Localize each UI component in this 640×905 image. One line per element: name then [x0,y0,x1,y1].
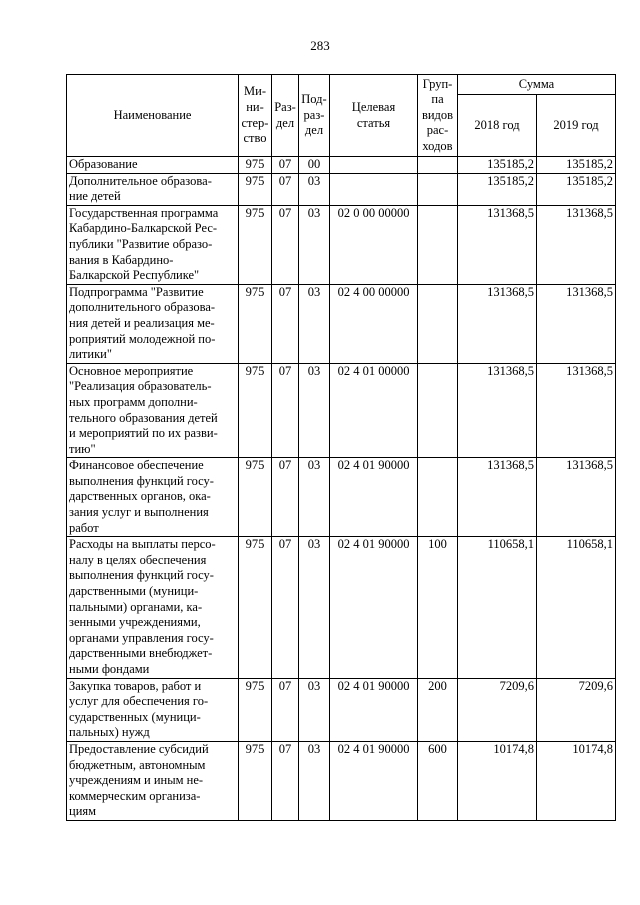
name-line: тельного образования детей [69,410,218,425]
name-line: Закупка товаров, работ и [69,678,202,693]
cell-target: 02 4 00 00000 [330,284,418,363]
cell-target [330,173,418,205]
header-line: ни- [246,99,264,114]
name-line: пальных) нужд [69,725,150,740]
table-row [67,157,616,174]
cell-name [67,205,239,284]
header-line: видов [421,107,454,122]
cell-subsection: 00 [299,157,330,174]
name-line: зания услуг и выполнения [69,505,209,520]
cell-subsection: 03 [299,678,330,741]
cell-sum-2019: 131368,5 [537,284,616,363]
cell-target: 02 4 01 90000 [330,678,418,741]
cell-subsection: 03 [299,173,330,205]
name-line: роприятий молодежной по- [69,331,216,346]
table-row [67,284,616,363]
cell-section: 07 [272,284,299,363]
header-ministry [239,75,272,157]
table-row [67,678,616,741]
header-line: дел [275,115,295,130]
cell-section: 07 [272,741,299,820]
name-line: пальными) органами, ка- [69,599,203,614]
cell-sum-2019: 131368,5 [537,458,616,537]
name-line: бюджетным, автономным [69,757,206,772]
name-line: выполнения функций госу- [69,568,214,583]
name-line: ными фондами [69,662,150,676]
name-line: "Реализация образователь- [69,379,212,394]
cell-subsection: 03 [299,363,330,458]
table-row [67,173,616,205]
cell-subsection: 03 [299,284,330,363]
cell-name [67,537,239,678]
name-line: выполнения функций госу- [69,473,214,488]
cell-sum-2018: 135185,2 [458,173,537,205]
name-line: дополнительного образова- [69,300,216,315]
cell-name [67,678,239,741]
cell-subsection: 03 [299,458,330,537]
header-name: Наименование [67,75,239,157]
cell-expense-group [418,173,458,205]
page-number: 283 [310,38,330,53]
name-line: Балкарской Республике" [69,268,200,283]
name-line: публики "Развитие образо- [69,236,213,251]
cell-sum-2018: 131368,5 [458,284,537,363]
cell-ministry: 975 [239,284,272,363]
cell-section: 07 [272,173,299,205]
cell-name [67,458,239,537]
name-line: Предоставление субсидий [69,741,209,756]
name-line: дарственными внебюджет- [69,646,213,661]
cell-sum-2018: 131368,5 [458,458,537,537]
header-sum: Сумма [458,75,616,95]
table-row [67,363,616,458]
cell-sum-2018: 131368,5 [458,363,537,458]
cell-name [67,173,239,205]
cell-ministry: 975 [239,537,272,678]
cell-name [67,157,239,174]
name-line: Дополнительное образова- [69,173,212,188]
name-line: Кабардино-Балкарской Рес- [69,221,218,236]
header-line: Ми- [244,84,266,99]
cell-name [67,741,239,820]
name-line: органами управления госу- [69,630,214,645]
name-line: налу в целях обеспечения [69,552,207,567]
cell-section: 07 [272,458,299,537]
cell-sum-2018: 110658,1 [458,537,537,678]
cell-sum-2019: 131368,5 [537,363,616,458]
header-line: Груп- [422,76,453,91]
cell-sum-2019: 135185,2 [537,173,616,205]
cell-target: 02 4 01 90000 [330,537,418,678]
name-line: сударственных (муници- [69,709,201,724]
cell-sum-2019: 110658,1 [537,537,616,678]
name-line: литики" [69,347,112,362]
cell-expense-group [418,205,458,284]
name-line: дарственными (муници- [69,584,199,599]
cell-expense-group: 200 [418,678,458,741]
header-line: раз- [303,107,325,122]
name-line: Основное мероприятие [69,363,194,378]
cell-expense-group [418,284,458,363]
cell-ministry: 975 [239,458,272,537]
name-line: Подпрограмма "Развитие [69,284,204,299]
cell-target: 02 4 01 90000 [330,458,418,537]
cell-sum-2019: 131368,5 [537,205,616,284]
name-line: коммерческим организа- [69,788,201,803]
header-line: статья [356,115,391,130]
name-line: ных программ дополни- [69,394,198,409]
name-line: работ [69,520,99,535]
name-line: Государственная программа [69,205,219,220]
header-line: дел [304,123,324,138]
cell-sum-2018: 135185,2 [458,157,537,174]
name-line: услуг для обеспечения го- [69,694,209,709]
header-expense-group [418,75,458,157]
cell-ministry: 975 [239,205,272,284]
cell-target: 02 0 00 00000 [330,205,418,284]
cell-sum-2019: 135185,2 [537,157,616,174]
cell-subsection: 03 [299,537,330,678]
cell-expense-group [418,157,458,174]
header-subsection [299,75,330,157]
cell-section: 07 [272,678,299,741]
cell-sum-2018: 10174,8 [458,741,537,820]
header-line: ходов [422,138,453,153]
cell-sum-2018: 131368,5 [458,205,537,284]
cell-name [67,363,239,458]
header-line: ство [243,131,267,146]
table-row [67,205,616,284]
cell-sum-2019: 7209,6 [537,678,616,741]
name-line: учреждениям и иным не- [69,773,204,788]
name-line: ние детей [69,189,121,204]
cell-section: 07 [272,363,299,458]
cell-ministry: 975 [239,157,272,174]
header-line: стер- [241,115,269,130]
name-line: тию" [69,441,96,456]
cell-ministry: 975 [239,173,272,205]
header-2019: 2019 год [537,95,616,157]
cell-target: 02 4 01 00000 [330,363,418,458]
cell-sum-2018: 7209,6 [458,678,537,741]
table-row [67,741,616,820]
cell-expense-group: 600 [418,741,458,820]
name-line: дарственных органов, ока- [69,489,211,504]
header-line: па [431,92,444,107]
header-line: Под- [301,92,327,107]
name-line: и мероприятий по их разви- [69,426,218,441]
cell-ministry: 975 [239,741,272,820]
cell-section: 07 [272,205,299,284]
header-line: Раз- [274,99,296,114]
cell-ministry: 975 [239,363,272,458]
header-target [330,75,418,157]
budget-table [66,74,616,821]
name-line: циям [69,804,97,819]
cell-sum-2019: 10174,8 [537,741,616,820]
table-row [67,458,616,537]
name-line: зенными учреждениями, [69,615,201,630]
name-line: Расходы на выплаты персо- [69,537,216,552]
cell-section: 07 [272,537,299,678]
cell-target [330,157,418,174]
table-header [67,75,616,157]
cell-expense-group: 100 [418,537,458,678]
table-body [67,157,616,821]
cell-name [67,284,239,363]
table-row [67,537,616,678]
header-line: Целевая [351,99,396,114]
header-section [272,75,299,157]
cell-subsection: 03 [299,205,330,284]
cell-ministry: 975 [239,678,272,741]
header-line: рас- [426,123,449,138]
name-line: Финансовое обеспечение [69,458,204,473]
name-line: вания в Кабардино- [69,252,174,267]
cell-expense-group [418,363,458,458]
name-line: Образование [69,157,138,171]
cell-expense-group [418,458,458,537]
header-2018: 2018 год [458,95,537,157]
cell-subsection: 03 [299,741,330,820]
cell-section: 07 [272,157,299,174]
cell-target: 02 4 01 90000 [330,741,418,820]
name-line: ния детей и реализация ме- [69,315,215,330]
